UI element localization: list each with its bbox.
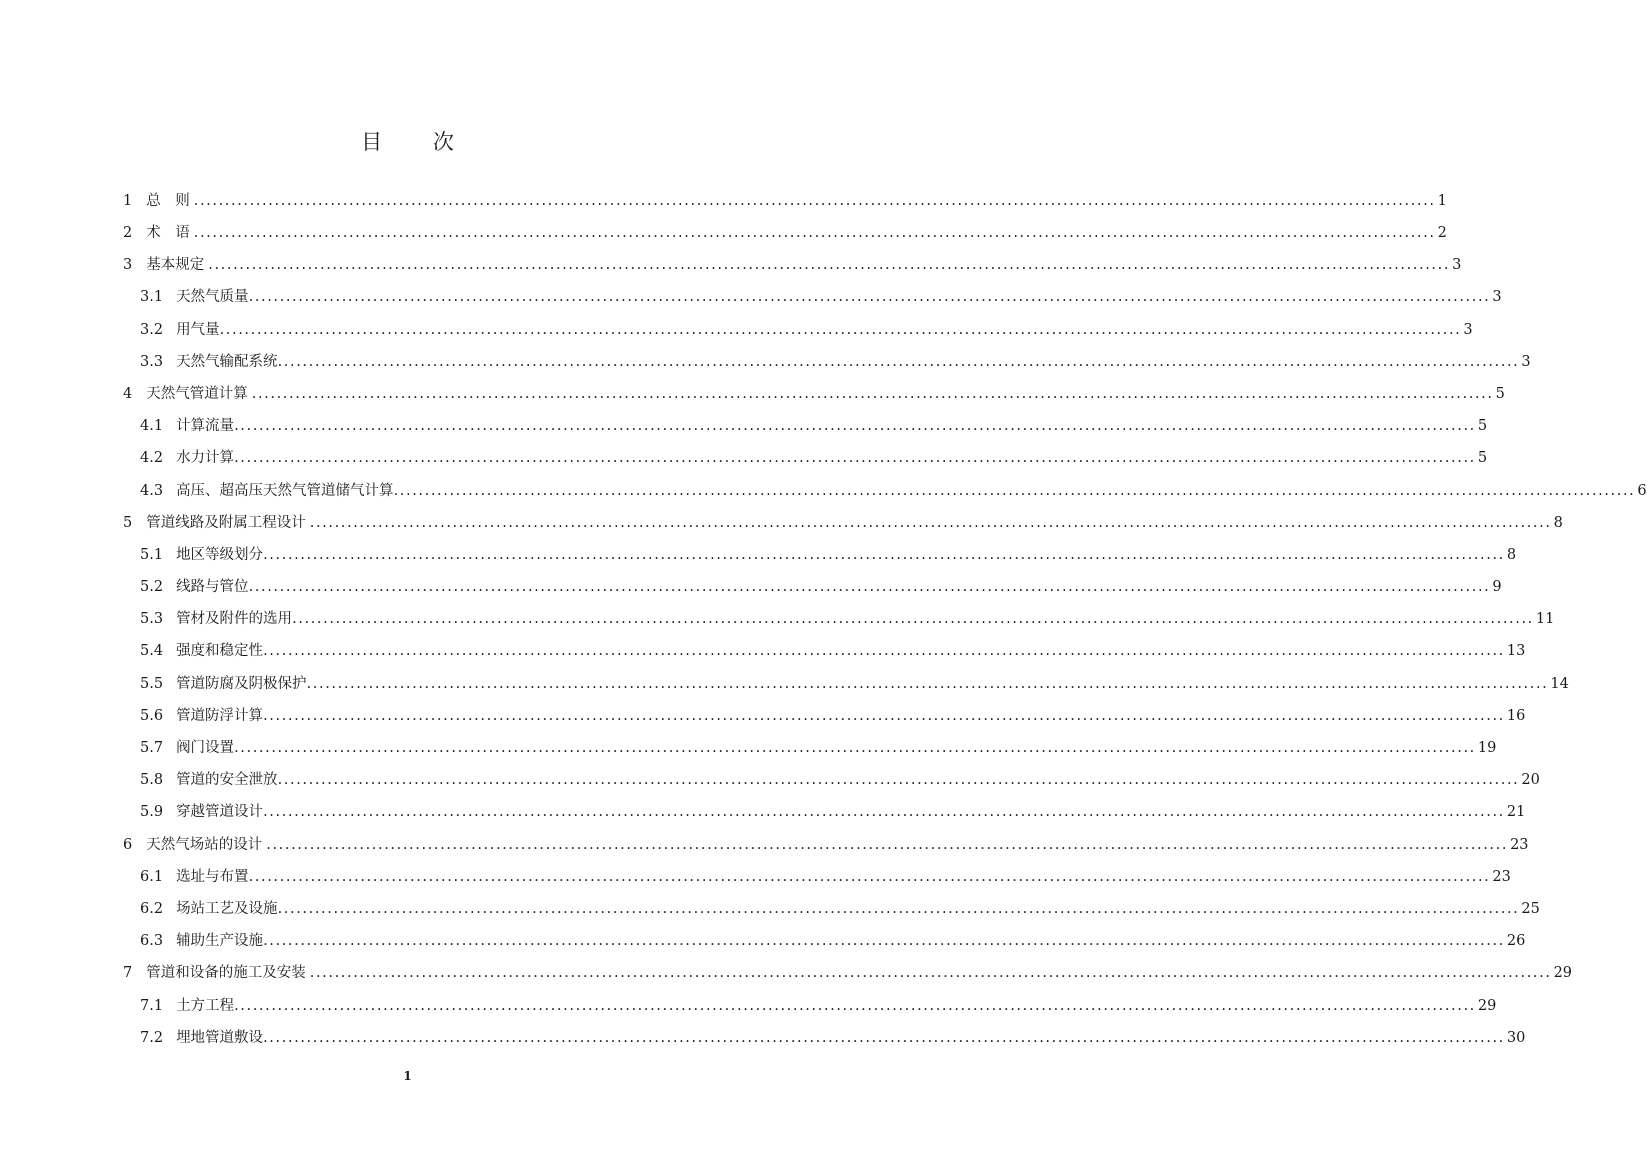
toc-entry-number: 6.3 — [140, 933, 164, 950]
toc-entry-page: 13 — [1506, 643, 1526, 660]
toc-entry[interactable] — [123, 732, 1497, 764]
toc-leader-dots: ........................................................................................................................................................................................................ — [234, 450, 1476, 467]
toc-entry[interactable] — [123, 410, 1488, 442]
toc-leader-dots: ........................................................................................................................................................................................................ — [306, 675, 1549, 692]
toc-entry[interactable] — [123, 443, 1488, 475]
toc-entry[interactable] — [123, 1022, 1526, 1054]
toc-leader-dots: ........................................................................................................................................................................................................ — [263, 546, 1505, 563]
toc-entry[interactable] — [123, 314, 1473, 346]
toc-entry-number: 5.1 — [140, 546, 164, 563]
toc-entry-label: 地区等级划分 — [176, 546, 264, 563]
toc-leader-dots: ........................................................................................................................................................................................................ — [219, 321, 1462, 338]
toc-entry-label: 线路与管位 — [176, 579, 249, 596]
toc-entry-label: 管道防浮计算 — [176, 707, 264, 724]
toc-entry-number: 3.1 — [140, 289, 164, 306]
toc-entry-page: 21 — [1506, 804, 1526, 821]
toc-entry[interactable] — [123, 668, 1569, 700]
toc-entry-label: 基本规定 — [146, 257, 205, 274]
toc-entry-label: 土方工程 — [176, 997, 235, 1014]
toc-entry-page: 25 — [1521, 900, 1540, 917]
toc-entry-number: 6 — [123, 836, 133, 853]
toc-entry[interactable] — [123, 958, 1573, 990]
toc-entry-number: 7 — [123, 965, 133, 982]
toc-entry-page: 9 — [1492, 579, 1502, 596]
toc-leader-dots: ........................................................................................................................................................................................................ — [277, 900, 1520, 917]
toc-entry-page: 3 — [1452, 257, 1462, 274]
table-of-contents — [123, 185, 1647, 1054]
toc-entry-label: 管道的安全泄放 — [176, 772, 278, 789]
toc-leader-dots: ........................................................................................................................................................................................................ — [263, 1029, 1505, 1046]
toc-leader-dots: ........................................................................................................................................................................................................ — [263, 933, 1505, 950]
toc-entry-page: 23 — [1492, 868, 1511, 885]
toc-entry[interactable] — [123, 539, 1517, 571]
toc-entry-page: 29 — [1553, 965, 1573, 982]
toc-leader-dots: ........................................................................................................................................................................................................ — [234, 740, 1476, 757]
toc-entry[interactable] — [123, 217, 1447, 249]
toc-entry[interactable] — [123, 925, 1526, 957]
toc-entry[interactable] — [123, 990, 1497, 1022]
toc-entry-label: 高压、超高压天然气管道储气计算 — [176, 482, 394, 499]
toc-entry-page: 20 — [1521, 772, 1540, 789]
toc-entry-label: 管材及附件的选用 — [176, 611, 293, 628]
toc-entry-number: 7.1 — [140, 997, 164, 1014]
toc-entry-label: 埋地管道敷设 — [176, 1029, 264, 1046]
toc-entry-number: 3.2 — [140, 321, 164, 338]
toc-entry[interactable] — [123, 346, 1531, 378]
toc-leader-dots: ........................................................................................................................................................................................................ — [248, 579, 1491, 596]
toc-entry-number: 5.2 — [140, 579, 164, 596]
toc-entry-number: 5 — [123, 514, 133, 531]
toc-leader-dots: ........................................................................................................................................................................................................ — [248, 868, 1491, 885]
toc-entry-label: 穿越管道设计 — [176, 804, 264, 821]
toc-entry-page: 30 — [1506, 1029, 1526, 1046]
toc-entry-page: 23 — [1510, 836, 1529, 853]
toc-entry-number: 4.2 — [140, 450, 164, 467]
toc-entry-label: 术 语 — [146, 225, 190, 242]
toc-leader-dots: ........................................................................................................................................................................................................ — [248, 289, 1491, 306]
toc-entry-number: 5.5 — [140, 675, 164, 692]
toc-entry-label: 管道和设备的施工及安装 — [146, 965, 306, 982]
toc-leader-dots: ........................................................................................................................................................................................................ — [277, 772, 1520, 789]
toc-entry-page: 2 — [1437, 225, 1447, 242]
toc-entry-number: 3.3 — [140, 353, 164, 370]
toc-entry[interactable] — [123, 603, 1555, 635]
toc-leader-dots: ........................................................................................................................................................................................................ — [266, 836, 1509, 853]
toc-entry-number: 2 — [123, 225, 133, 242]
toc-entry-page: 3 — [1492, 289, 1502, 306]
toc-entry-page: 29 — [1477, 997, 1497, 1014]
toc-entry[interactable] — [123, 829, 1529, 861]
toc-entry-number: 4.1 — [140, 418, 164, 435]
toc-leader-dots: ........................................................................................................................................................................................................ — [277, 353, 1520, 370]
toc-entry-page: 5 — [1477, 450, 1488, 467]
toc-leader-dots: ........................................................................................................................................................................................................ — [193, 192, 1436, 209]
toc-entry[interactable] — [123, 797, 1526, 829]
toc-entry-label: 计算流量 — [176, 418, 235, 435]
toc-entry-page: 5 — [1477, 418, 1488, 435]
toc-entry-number: 5.7 — [140, 740, 164, 757]
toc-entry[interactable] — [123, 185, 1447, 217]
toc-leader-dots: ........................................................................................................................................................................................................ — [193, 225, 1436, 242]
toc-entry[interactable] — [123, 475, 1647, 507]
toc-entry-number: 4.3 — [140, 482, 164, 499]
toc-entry[interactable] — [123, 636, 1526, 668]
toc-entry-label: 天然气质量 — [176, 289, 249, 306]
toc-entry[interactable] — [123, 893, 1540, 925]
toc-entry-number: 1 — [123, 192, 133, 209]
toc-entry-page: 1 — [1437, 192, 1447, 209]
toc-entry-number: 6.2 — [140, 900, 164, 917]
toc-entry-label: 天然气管道计算 — [146, 385, 248, 402]
toc-entry[interactable] — [123, 378, 1505, 410]
toc-entry-label: 辅助生产设施 — [176, 933, 264, 950]
toc-entry-page: 3 — [1521, 353, 1531, 370]
toc-entry-label: 选址与布置 — [176, 868, 249, 885]
toc-leader-dots: ........................................................................................................................................................................................................ — [234, 418, 1476, 435]
toc-leader-dots: ........................................................................................................................................................................................................ — [309, 514, 1552, 531]
toc-entry-page: 8 — [1506, 546, 1517, 563]
toc-entry-page: 8 — [1553, 514, 1563, 531]
toc-entry-number: 5.4 — [140, 643, 164, 660]
toc-entry-label: 管道线路及附属工程设计 — [146, 514, 306, 531]
toc-entry[interactable] — [123, 861, 1511, 893]
toc-leader-dots: ........................................................................................................................................................................................................ — [208, 257, 1451, 274]
toc-entry-page: 5 — [1495, 385, 1505, 402]
toc-entry-page: 6 — [1637, 482, 1647, 499]
toc-leader-dots: ........................................................................................................................................................................................................ — [263, 643, 1505, 660]
toc-entry-number: 5.9 — [140, 804, 164, 821]
toc-entry-page: 11 — [1535, 611, 1555, 628]
page-number: 1 — [403, 1069, 412, 1083]
toc-entry[interactable] — [123, 507, 1563, 539]
toc-entry-number: 3 — [123, 257, 133, 274]
toc-leader-dots: ........................................................................................................................................................................................................ — [292, 611, 1534, 628]
toc-leader-dots: ........................................................................................................................................................................................................ — [251, 385, 1494, 402]
toc-leader-dots: ........................................................................................................................................................................................................ — [263, 804, 1505, 821]
toc-entry-number: 4 — [123, 385, 133, 402]
toc-entry-label: 天然气输配系统 — [176, 353, 278, 370]
toc-leader-dots: ........................................................................................................................................................................................................ — [263, 707, 1505, 724]
toc-entry[interactable] — [123, 700, 1526, 732]
toc-entry[interactable] — [123, 571, 1502, 603]
toc-leader-dots: ........................................................................................................................................................................................................ — [393, 482, 1636, 499]
page-title: 目 次 — [361, 130, 476, 154]
toc-entry-page: 16 — [1506, 707, 1526, 724]
toc-entry-label: 强度和稳定性 — [176, 643, 264, 660]
toc-entry-label: 总 则 — [146, 192, 190, 209]
toc-leader-dots: ........................................................................................................................................................................................................ — [234, 997, 1476, 1014]
toc-entry-number: 6.1 — [140, 868, 164, 885]
toc-entry-label: 管道防腐及阴极保护 — [176, 675, 307, 692]
toc-entry-label: 水力计算 — [176, 450, 235, 467]
toc-entry-label: 阀门设置 — [176, 740, 235, 757]
toc-entry-number: 5.3 — [140, 611, 164, 628]
toc-entry-number: 7.2 — [140, 1029, 164, 1046]
toc-entry-number: 5.6 — [140, 707, 164, 724]
toc-entry-number: 5.8 — [140, 772, 164, 789]
toc-entry-page: 26 — [1506, 933, 1526, 950]
toc-entry-label: 场站工艺及设施 — [176, 900, 278, 917]
toc-entry[interactable] — [123, 249, 1462, 281]
toc-entry-label: 天然气场站的设计 — [146, 836, 263, 853]
toc-entry-page: 19 — [1477, 740, 1497, 757]
toc-entry-label: 用气量 — [176, 321, 220, 338]
toc-entry-page: 3 — [1463, 321, 1473, 338]
toc-leader-dots: ........................................................................................................................................................................................................ — [309, 965, 1552, 982]
toc-entry-page: 14 — [1550, 675, 1569, 692]
toc-entry[interactable] — [123, 282, 1502, 314]
toc-entry[interactable] — [123, 764, 1540, 796]
